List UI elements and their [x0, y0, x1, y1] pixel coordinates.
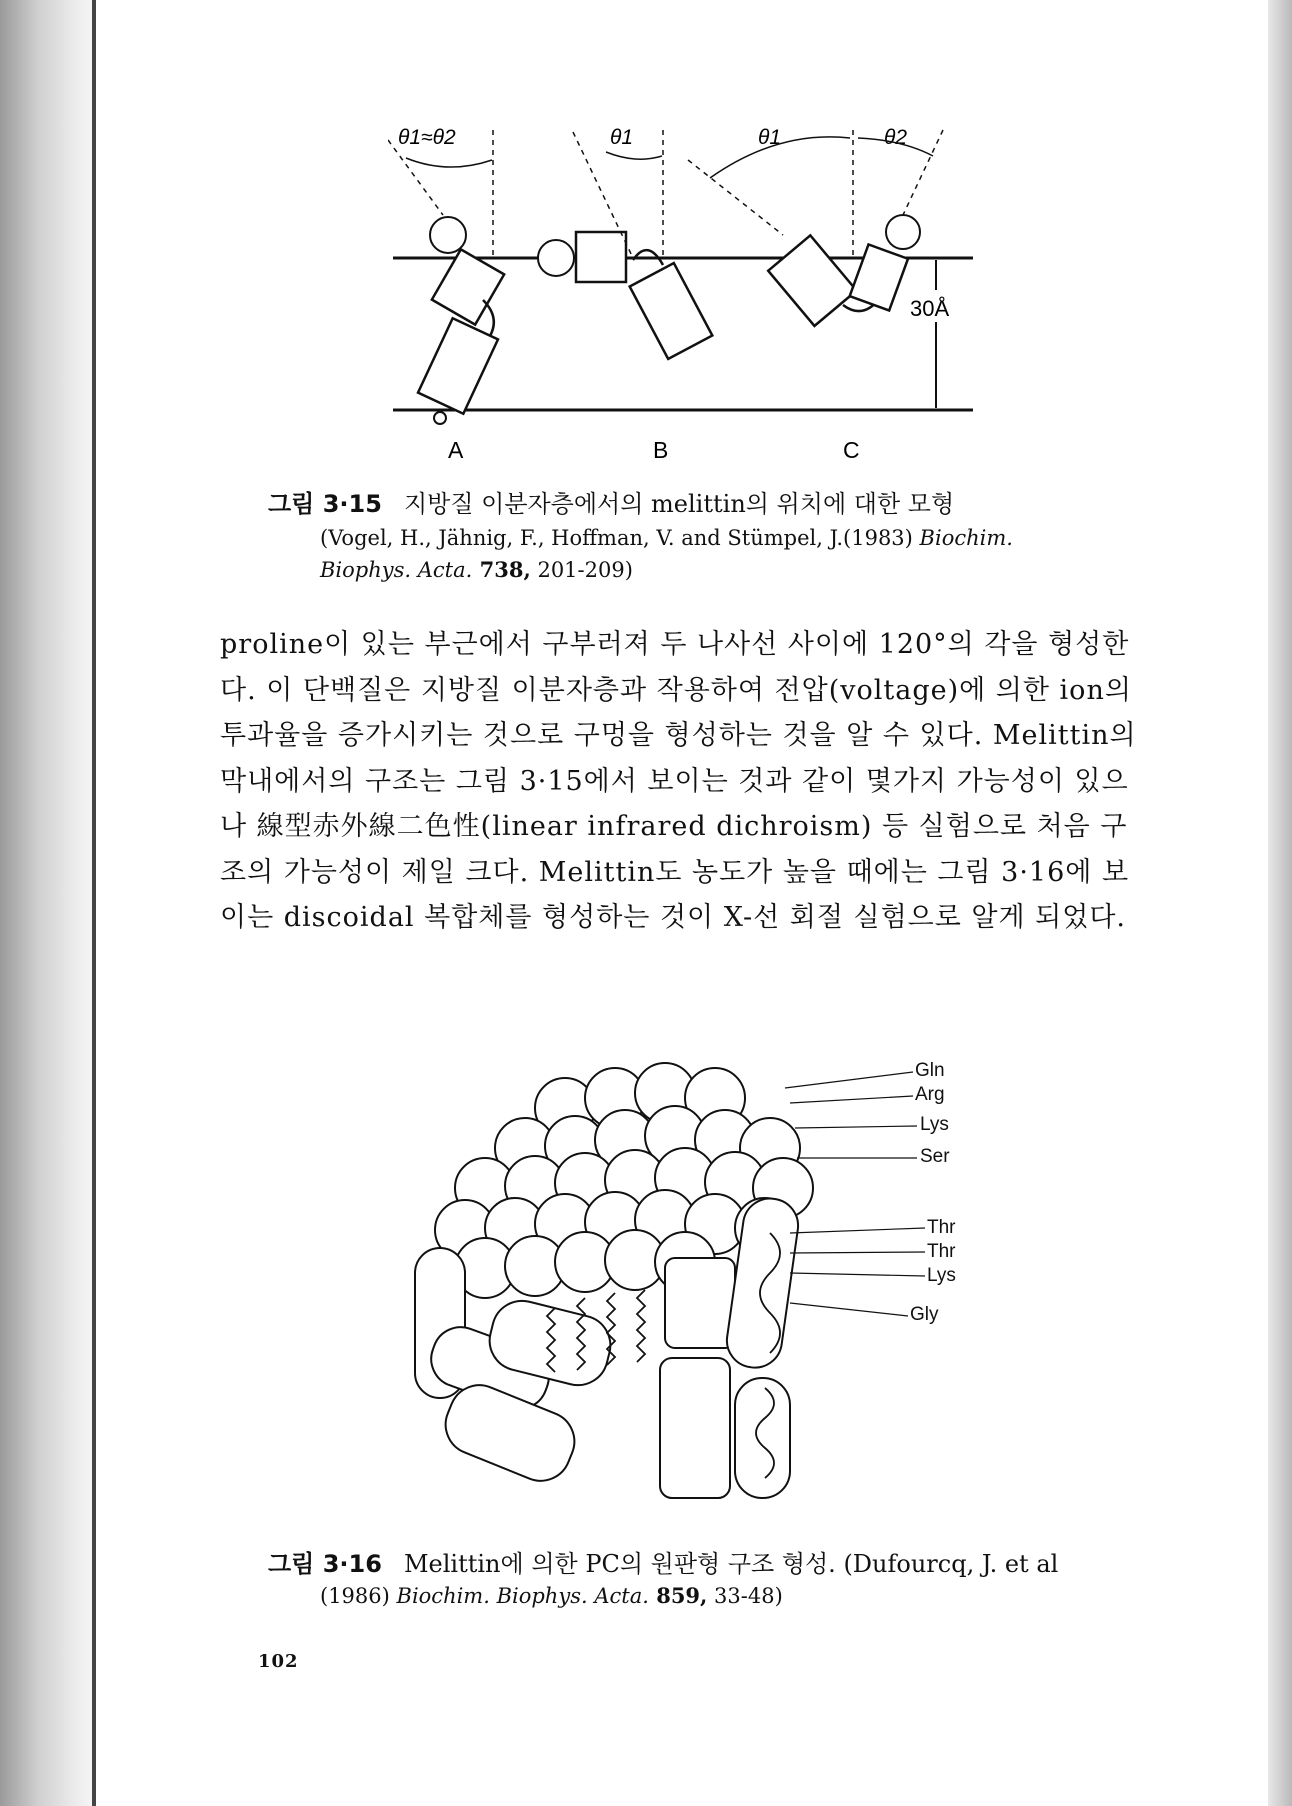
residue-label-ser: Ser [920, 1146, 950, 1167]
caption-title: 지방질 이분자층에서의 melittin의 위치에 대한 모형 [403, 490, 955, 518]
dimension-30a-label: 30Å [910, 296, 950, 321]
figure-3-15-reference [320, 522, 1120, 586]
figure-3-16-reference [320, 1580, 1120, 1612]
residue-label-gln: Gln [915, 1060, 945, 1081]
ref-authors: (Vogel, H., Jähnig, F., Hoffman, V. and Stümpel, J.(1983) [320, 526, 920, 550]
helix-b1 [576, 232, 626, 282]
helix-c2 [850, 244, 908, 310]
helix-b2 [630, 263, 713, 359]
caption-number: 그림 3·16 [268, 1550, 382, 1578]
caption-title: Melittin에 의한 PC의 원판형 구조 형성. (Dufourcq, J. et al [403, 1550, 1059, 1578]
residue-label-gly: Gly [910, 1304, 939, 1325]
ref-pages: 33-48) [707, 1584, 783, 1608]
ref-pages: 201-209) [530, 558, 633, 582]
figure-3-16-discoidal-complex [405, 1058, 965, 1528]
caption-number: 그림 3·15 [268, 490, 382, 518]
figure-3-15-melittin-bilayer-model [388, 120, 978, 475]
helix-c1 [768, 235, 856, 326]
residue-label-lys-2: Lys [927, 1265, 956, 1286]
helix-end-circle-b [538, 240, 574, 276]
residue-label-thr-2: Thr [927, 1241, 956, 1262]
page-number: 102 [258, 1651, 299, 1672]
terminal-circle-a [434, 412, 446, 424]
book-spine-edge [0, 0, 96, 1806]
label-a: A [448, 437, 464, 463]
helix-end-circle-c [886, 215, 920, 249]
ref-journal: Biochim. [919, 526, 1013, 550]
ref-year: (1986) [320, 1584, 397, 1608]
residue-label-thr: Thr [927, 1217, 956, 1238]
figure-3-16-caption [268, 1547, 1128, 1581]
theta-label-a: θ1≈θ2 [398, 126, 456, 149]
residue-label-lys: Lys [920, 1114, 949, 1135]
helix-a2 [418, 318, 498, 413]
label-c: C [843, 437, 860, 463]
body-paragraph [220, 622, 1150, 941]
helix-end-circle-a [430, 217, 466, 253]
page-right-edge [1268, 0, 1292, 1806]
ref-volume: 859, [648, 1583, 708, 1608]
ref-journal-cont: Biophys. Acta. [320, 558, 473, 582]
figure-3-15-caption [268, 487, 1118, 521]
theta2-label-c: θ2 [884, 126, 908, 149]
body-paragraph-text: proline이 있는 부근에서 구부러져 두 나사선 사이에 120°의 각을 형성한다. 이 단백질은 지방질 이분자층과 작용하여 전압(voltage)에 의한 ion의 투과율을 증가시키는 것으로 구멍을 형성하는 것을 알 수 있다. Melittin의 막내에서의 구조는 그림 3·15에서 보이는 것과 같이 몇가지 가능성이 있으나 線型赤外線二色性(linear infrared dichroism) 등 실험으로 처음 구조의 가능성이 제일 크다. Melittin도 농도가 높을 때에는 그림 3·16에 보이는 discoidal 복합체를 형성하는 것이 X-선 회절 실험으로 알게 되었다. [220, 629, 1137, 933]
ref-journal: Biochim. Biophys. Acta. [396, 1584, 649, 1608]
theta1-label-b: θ1 [610, 126, 634, 149]
theta1-label-c: θ1 [758, 126, 782, 149]
ref-volume: 738, [472, 557, 531, 582]
residue-label-arg: Arg [915, 1084, 945, 1105]
label-b: B [653, 437, 669, 463]
